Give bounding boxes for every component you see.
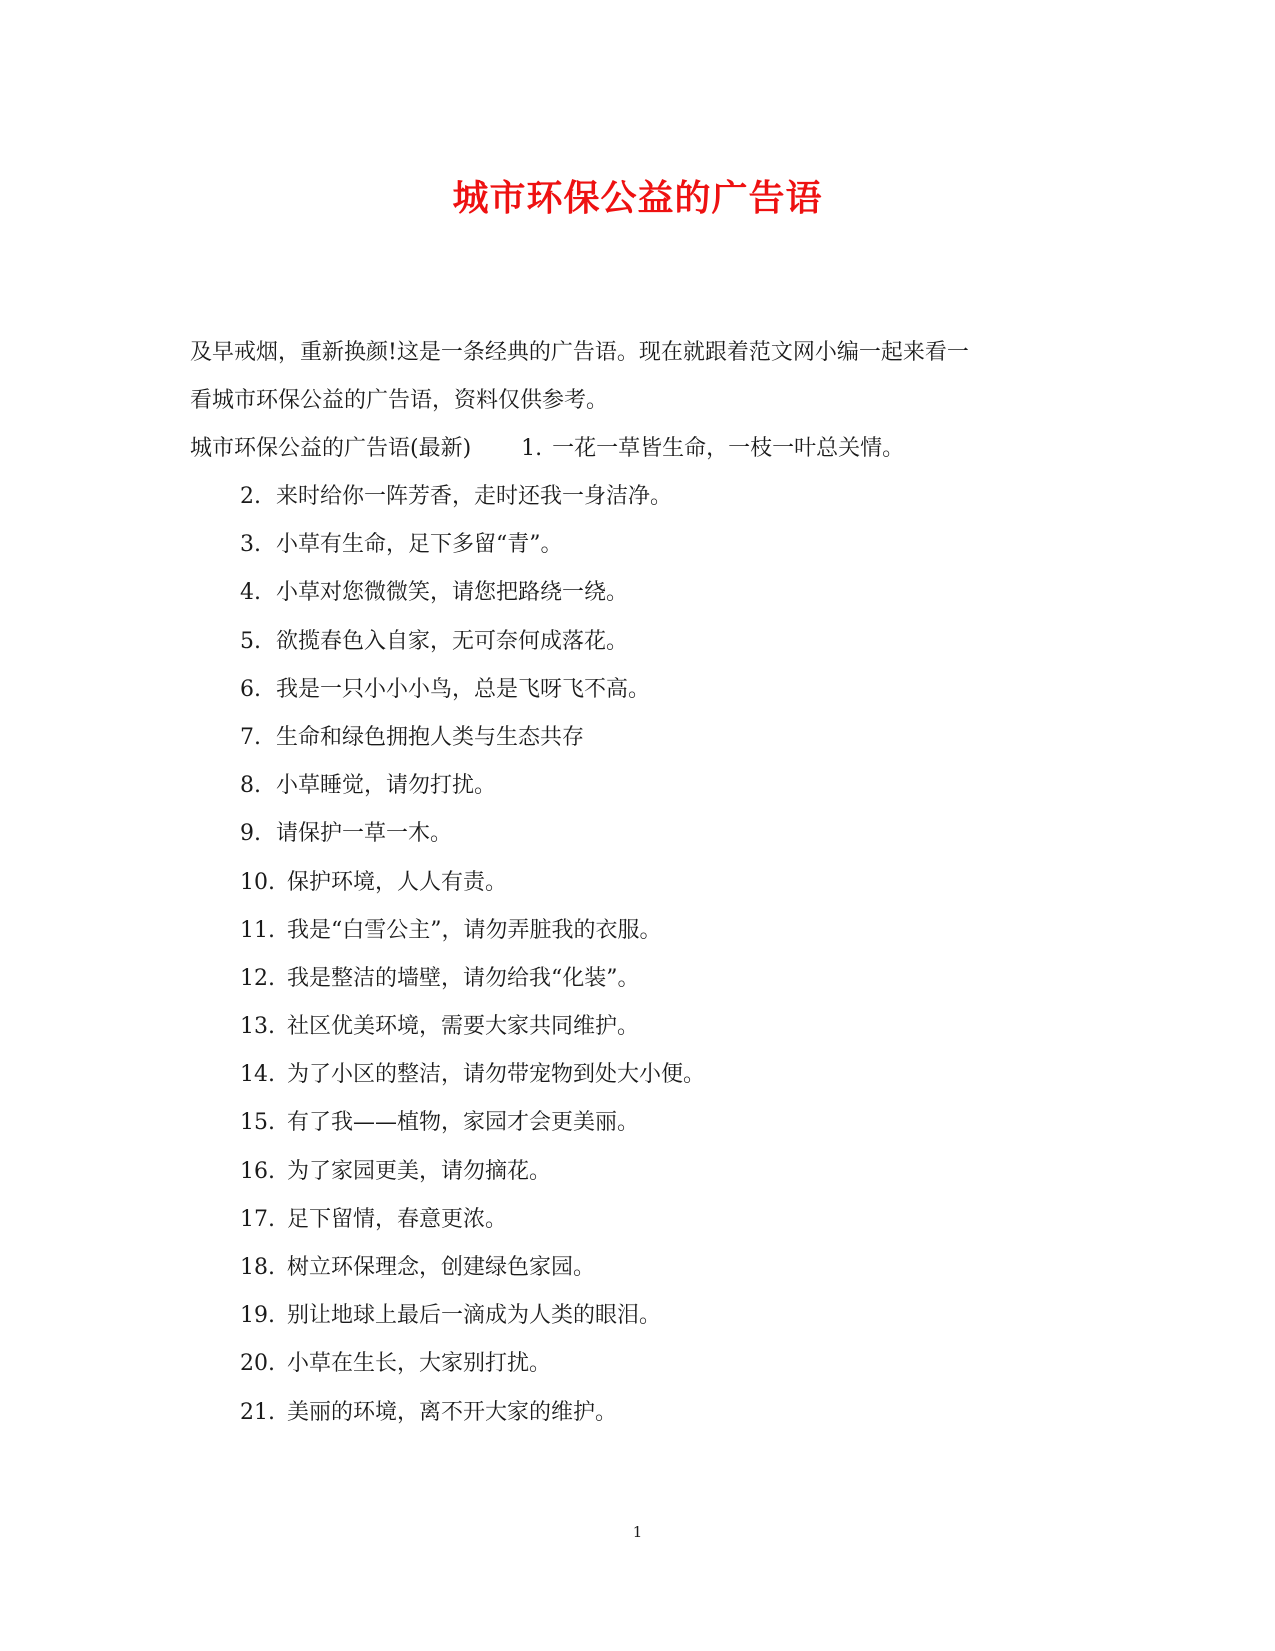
list-item-number: 19. [240,1303,275,1329]
list-item-text: 为了小区的整洁，请勿带宠物到处大小便。 [287,1062,706,1088]
list-item-text: 来时给你一阵芳香，走时还我一身洁净。 [276,484,673,509]
list-item [240,1014,705,1062]
list-item [240,1255,705,1303]
list-item-number: 9. [240,821,261,847]
list-item-text: 为了家园更美，请勿摘花。 [287,1158,552,1184]
intro-paragraph-line-1: 及早戒烟，重新换颜!这是一条经典的广告语。现在就跟着范文网小编一起来看一 [190,340,969,365]
list-item-number: 12. [240,965,275,991]
list-item-number: 17. [240,1206,275,1232]
list-item-text: 欲揽春色入自家，无可奈何成落花。 [276,628,629,654]
intro-paragraph-line-2: 看城市环保公益的广告语，资料仅供参考。 [190,388,609,413]
list-item [240,1400,705,1448]
list-item [240,1062,705,1110]
list-item-text: 一花一草皆生命，一枝一叶总关情。 [552,436,905,461]
list-item [240,773,705,821]
document-title: 城市环保公益的广告语 [452,177,823,219]
slogan-list [240,484,705,1448]
list-item-number: 7. [240,724,261,750]
list-item [240,1110,705,1158]
list-item [240,1303,705,1351]
list-item [240,966,705,1014]
list-item-text: 生命和绿色拥抱人类与生态共存 [276,724,585,750]
list-item-text: 社区优美环境，需要大家共同维护。 [287,1014,640,1040]
list-item [240,484,705,532]
list-item-number: 10. [240,869,275,895]
list-item-number: 2. [240,484,261,509]
list-item-number: 15. [240,1110,275,1136]
list-item-text: 我是一只小小小鸟，总是飞呀飞不高。 [276,676,651,702]
subheading [190,436,1090,462]
list-item-number: 18. [240,1255,275,1280]
list-item-number: 20. [240,1351,275,1377]
list-item [240,1351,705,1399]
list-item-text: 请保护一草一木。 [276,821,453,847]
list-item-number: 21. [240,1399,275,1425]
list-item-text: 我是“白雪公主”，请勿弄脏我的衣服。 [287,917,662,943]
list-item [240,580,705,628]
list-item-number: 16. [240,1158,275,1184]
list-item-text: 足下留情，春意更浓。 [287,1206,508,1232]
list-item-text: 树立环保理念，创建绿色家园。 [287,1255,596,1280]
list-item [240,821,705,869]
list-item-number: 6. [240,676,261,702]
list-item [240,1159,705,1207]
list-item-text: 保护环境，人人有责。 [287,869,508,895]
list-item-text: 小草对您微微笑，请您把路绕一绕。 [276,580,629,606]
list-item-text: 小草有生命，足下多留“青”。 [276,532,563,558]
list-item-text: 小草睡觉，请勿打扰。 [276,773,497,799]
page-number: 1 [632,1523,643,1541]
subheading-label: 城市环保公益的广告语(最新) [190,436,472,461]
list-item-number: 1. [521,436,543,461]
list-item-number: 11. [240,917,275,943]
list-item-number: 13. [240,1014,275,1040]
list-item [240,532,705,580]
list-item-number: 8. [240,773,261,799]
list-item [240,629,705,677]
list-item-text: 有了我——植物，家园才会更美丽。 [287,1110,640,1136]
list-item [240,870,705,918]
list-item [240,1207,705,1255]
list-item-text: 别让地球上最后一滴成为人类的眼泪。 [287,1303,662,1329]
list-item-number: 5. [240,628,261,654]
list-item-number: 4. [240,580,261,606]
list-item [240,677,705,725]
list-item-number: 3. [240,532,261,558]
list-item-text: 我是整洁的墙壁，请勿给我“化装”。 [287,965,640,991]
list-item-number: 14. [240,1062,275,1088]
list-item-text: 小草在生长，大家别打扰。 [287,1351,552,1377]
list-item [240,725,705,773]
list-item-text: 美丽的环境，离不开大家的维护。 [287,1399,618,1425]
list-item [240,918,705,966]
